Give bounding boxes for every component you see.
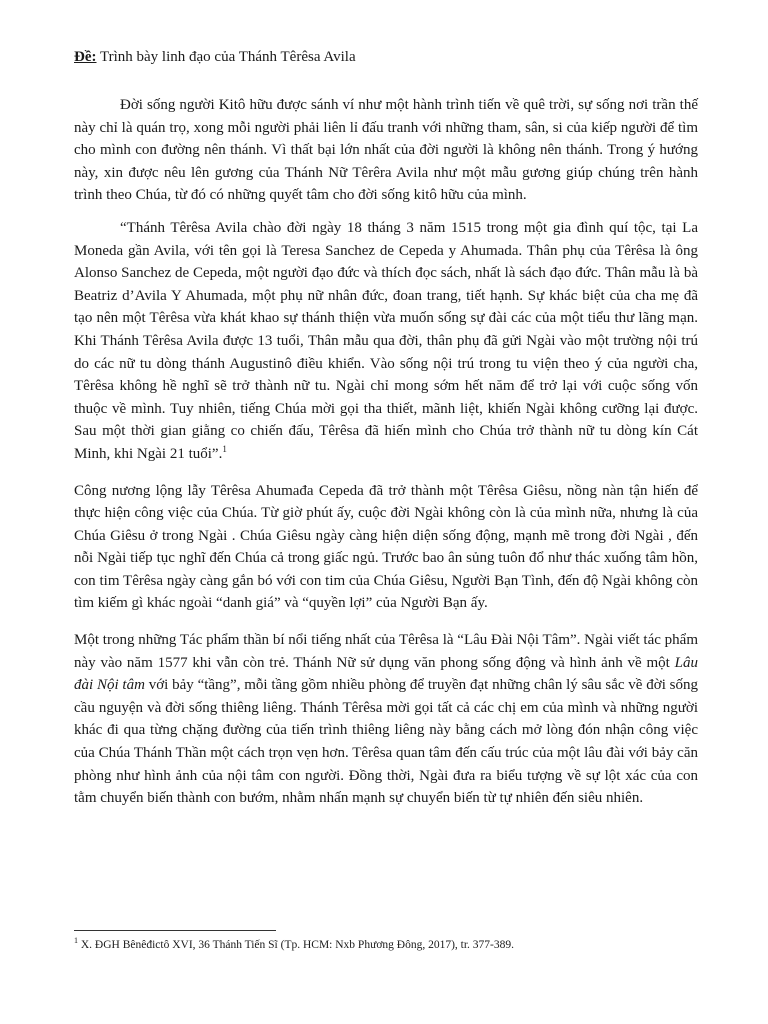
assignment-title (74, 46, 698, 68)
footnote-mark: 1 (74, 936, 78, 946)
footnote-text: X. ĐGH Bênêđictô XVI, 36 Thánh Tiến Sĩ (Tp. HCM: Nxb Phương Đông, 2017), tr. 377-389. (78, 939, 515, 951)
interior-castle-paragraph (74, 629, 698, 810)
interior-castle-text-2: với bảy “tầng”, mỗi tầng gồm nhiều phòng để truyền đạt những chân lý sâu sắc về đời sống cầu nguyện và đời sống thiêng liêng. Thánh Têrêsa mời gọi tất cả các chị em của mình và những người khác đi qua từng chặng đường của tiến trình thiêng liêng này bằng cách mở lòng đón nhận công việc của Chúa Thánh Thần một cách trọn vẹn hơn. Têrêsa quan tâm đến cấu trúc của một lâu đài với bảy căn phòng như hình ảnh của nội tâm con người. Đồng thời, Ngài đưa ra biểu tượng về sự lột xác của con tằm chuyển biến thành con bướm, nhằm nhấn mạnh sự chuyển biến từ tự nhiên đến siêu nhiên. (74, 677, 698, 807)
interior-castle-italic-title: Lâu đài Nội tâm (74, 654, 698, 694)
devotion-paragraph: Công nương lộng lẫy Têrêsa Ahumađa Cepeda đã trở thành một Têrêsa Giêsu, nồng nàn tận hiến để thực hiện công việc của Chúa. Từ giờ phút ấy, cuộc đời Ngài không còn là của mình nữa, nhưng là của Chúa Giêsu ở trong Ngài . Chúa Giêsu ngày càng hiện diện sống động, mạnh mẽ trong đời Ngài , đến nỗi Ngài tiếp tục nghĩ đến Chúa cả trong giấc ngủ. Trước bao ân sủng tuôn đổ như thác xuống tâm hồn, con tim Têrêsa ngày càng gắn bó với con tim của Chúa Giêsu, Người Bạn Tình, đến độ Ngài không còn tìm kiếm gì khác ngoài “danh giá” và “quyền lợi” của Người Bạn ấy. (74, 482, 698, 612)
footnote-area (74, 930, 698, 953)
biography-quote-text: “Thánh Têrêsa Avila chào đời ngày 18 tháng 3 năm 1515 trong một gia đình quí tộc, tại La Moneda gần Avila, với tên gọi là Teresa Sanchez de Cepeda y Ahumada. Thân phụ của Têrêsa là ông Alonso Sanchez de Cepeda, một người đạo đức và thích đọc sách, nhất là sách đạo đức. Thân mẫu là bà Beatriz d’Avila Y Ahumada, một phụ nữ nhân đức, đoan trang, tiết hạnh. Sự khác biệt của cha mẹ đã tạo nên một Têrêsa vừa khát khao sự thánh thiện vừa muốn sống sự đài các của một tiểu thư lãng mạn. Khi Thánh Têrêsa Avila được 13 tuổi, Thân mẫu qua đời, thân phụ đã gửi Ngài vào một trường nội trú do các nữ tu dòng thánh Augustinô điều khiển. Vào sống nội trú trong tu viện theo ý của người cha, Têrêsa không hề nghĩ sẽ trở thành nữ tu. Ngài chỉ mong sớm hết năm để trở lại với cuộc sống vốn thuộc về mình. Tuy nhiên, tiếng Chúa mời gọi tha thiết, mãnh liệt, khiến Ngài không cưỡng lại được. Sau một thời gian giằng co chiến đấu, Têrêsa đã hiến mình cho Chúa trở thành nữ tu dòng kín Cát Minh, khi Ngài 21 tuổi”. (74, 219, 698, 462)
intro-paragraph: Đời sống người Kitô hữu được sánh ví như một hành trình tiến về quê trời, sự sống nơi trần thế này chỉ là quán trọ, xong mỗi người phải liên lỉ đấu tranh với những tham, sân, si của kiếp người để tìm cho mình con đường nên thánh. Vì thất bại lớn nhất của đời người là không nên thánh. Trong ý hướng này, xin được nêu lên gương của Thánh Nữ Têrêra Avila như một mẫu gương giúp chúng trên hành trình theo Chúa, từ đó có những quyết tâm cho đời sống kitô hữu của mình. (74, 97, 698, 204)
document-page (74, 46, 698, 810)
footnote (74, 937, 698, 953)
interior-castle-text-1: Một trong những Tác phẩm thần bí nổi tiếng nhất của Têrêsa là “Lâu Đài Nội Tâm”. Ngài viết tác phẩm này vào năm 1577 khi vẫn còn trẻ. Thánh Nữ sử dụng văn phong sống động và hình ảnh về một (74, 632, 698, 671)
title-label: Đề: (74, 49, 97, 65)
title-text: Trình bày linh đạo của Thánh Têrêsa Avila (96, 49, 356, 65)
footnote-reference: 1 (222, 443, 227, 454)
footnote-separator (74, 930, 276, 931)
biography-quote-paragraph (74, 217, 698, 466)
